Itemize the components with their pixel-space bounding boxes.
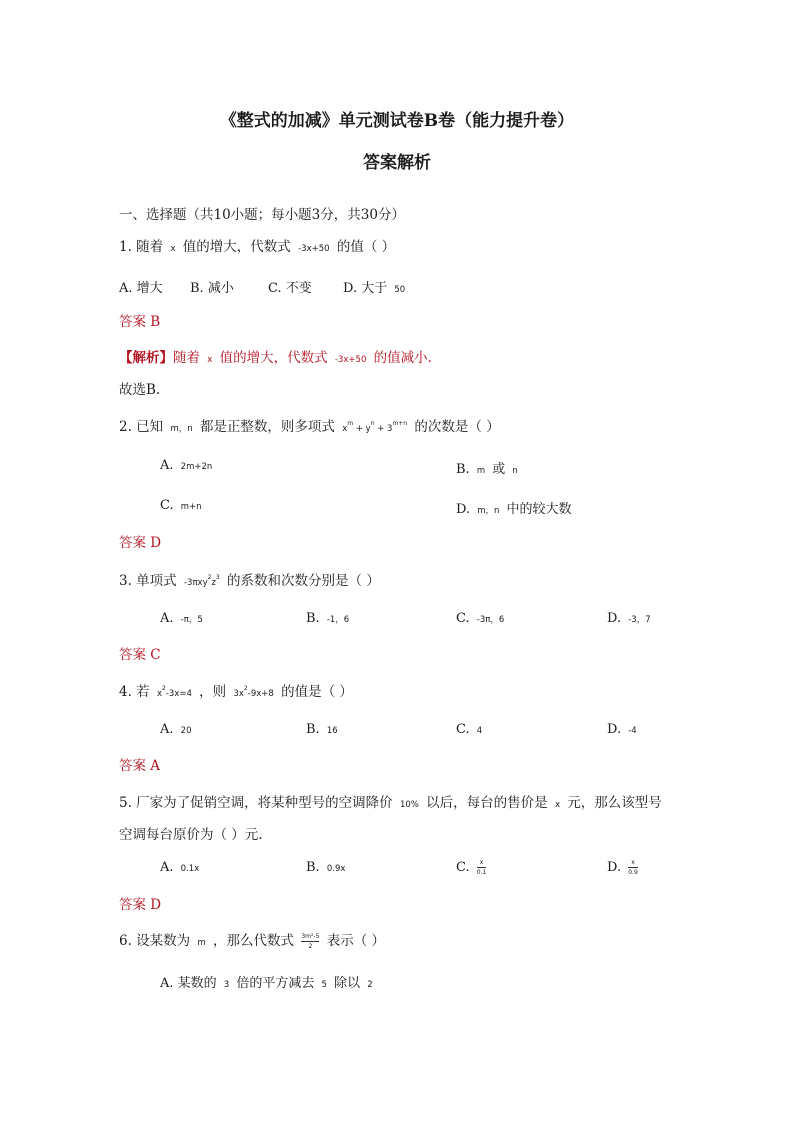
- q2-option-d: D. m，n 中的较大数: [456, 502, 572, 517]
- q2-answer: 答案 D: [119, 535, 162, 551]
- question-5-line-1: 5. 厂家为了促销空调，将某种型号的空调降价 10% 以后，每台的售价是 x 元，那么该型号: [119, 795, 662, 811]
- q1-option-c: C. 不变: [268, 281, 312, 296]
- q3-option-b: B. -1，6: [306, 611, 350, 626]
- q1-option-a: A. 增大: [119, 281, 163, 296]
- question-4: 4. 若 $x^2-3x=4$ ，则 $3x^2-9x+8$ 的值是（ ）: [119, 684, 353, 700]
- q4-option-c: C. 4: [456, 722, 483, 737]
- q2-option-a: A. 2m+2n: [160, 458, 213, 473]
- q3-option-a: A. -π，5: [160, 611, 203, 626]
- q1-option-b: B. 减小: [190, 281, 234, 296]
- q3-answer: 答案 C: [119, 647, 161, 663]
- q4-option-d: D. -4: [607, 722, 637, 737]
- section-heading: 一、选择题（共10小题；每小题3分，共30分）: [119, 207, 405, 223]
- q4-option-b: B. 16: [306, 722, 338, 737]
- q6-option-a: A. 某数的 3 倍的平方减去 5 除以 2: [160, 976, 373, 991]
- q4-option-a: A. 20: [160, 722, 192, 737]
- q4-answer: 答案 A: [119, 758, 161, 774]
- q3-option-c: C. -3π，6: [456, 611, 505, 626]
- q2-option-c: C. m+n: [160, 498, 202, 513]
- q2-option-b: B. m 或 n: [456, 462, 518, 477]
- q3-option-d: D. -3，7: [607, 611, 651, 626]
- q1-answer: 答案 B: [119, 314, 161, 330]
- fraction: $\frac{x}{0.9}$: [628, 859, 638, 876]
- question-5-line-2: 空调每台原价为（ ）元.: [119, 827, 263, 843]
- question-2: 2. 已知 m，n 都是正整数，则多项式 $x^m + y^n + 3^{m+n}$ 的次数是（ ）: [119, 419, 500, 435]
- fraction: $\frac{\text{3m²-5}}{2}$: [301, 933, 320, 950]
- question-3: 3. 单项式 $-3\pi xy^2z^3$ 的系数和次数分别是（ ）: [119, 573, 380, 589]
- q5-option-c: C. $\frac{x}{0.1}$: [456, 858, 489, 877]
- q1-option-d: D. 大于 50: [343, 281, 406, 296]
- q5-option-a: A. 0.1x: [160, 860, 200, 875]
- page-subtitle: 答案解析: [363, 153, 431, 173]
- question-1: 1. 随着 x 值的增大，代数式 -3x+50 的值（ ）: [119, 239, 396, 255]
- page-title: 《整式的加减》单元测试卷B卷（能力提升卷）: [219, 111, 575, 131]
- q5-option-d: D. $\frac{x}{0.9}$: [607, 858, 641, 877]
- fraction: $\frac{x}{0.1}$: [476, 859, 487, 876]
- q1-analysis: 【解析】随着 x 值的增大，代数式 -3x+50 的值减小.: [119, 350, 432, 366]
- q1-conclusion: 故选B.: [119, 382, 161, 398]
- q5-answer: 答案 D: [119, 897, 162, 913]
- question-6: 6. 设某数为 m ，那么代数式 $\frac{\text{3m²-5}}{2}$ 表示（ ）: [119, 933, 385, 950]
- q5-option-b: B. 0.9x: [306, 860, 346, 875]
